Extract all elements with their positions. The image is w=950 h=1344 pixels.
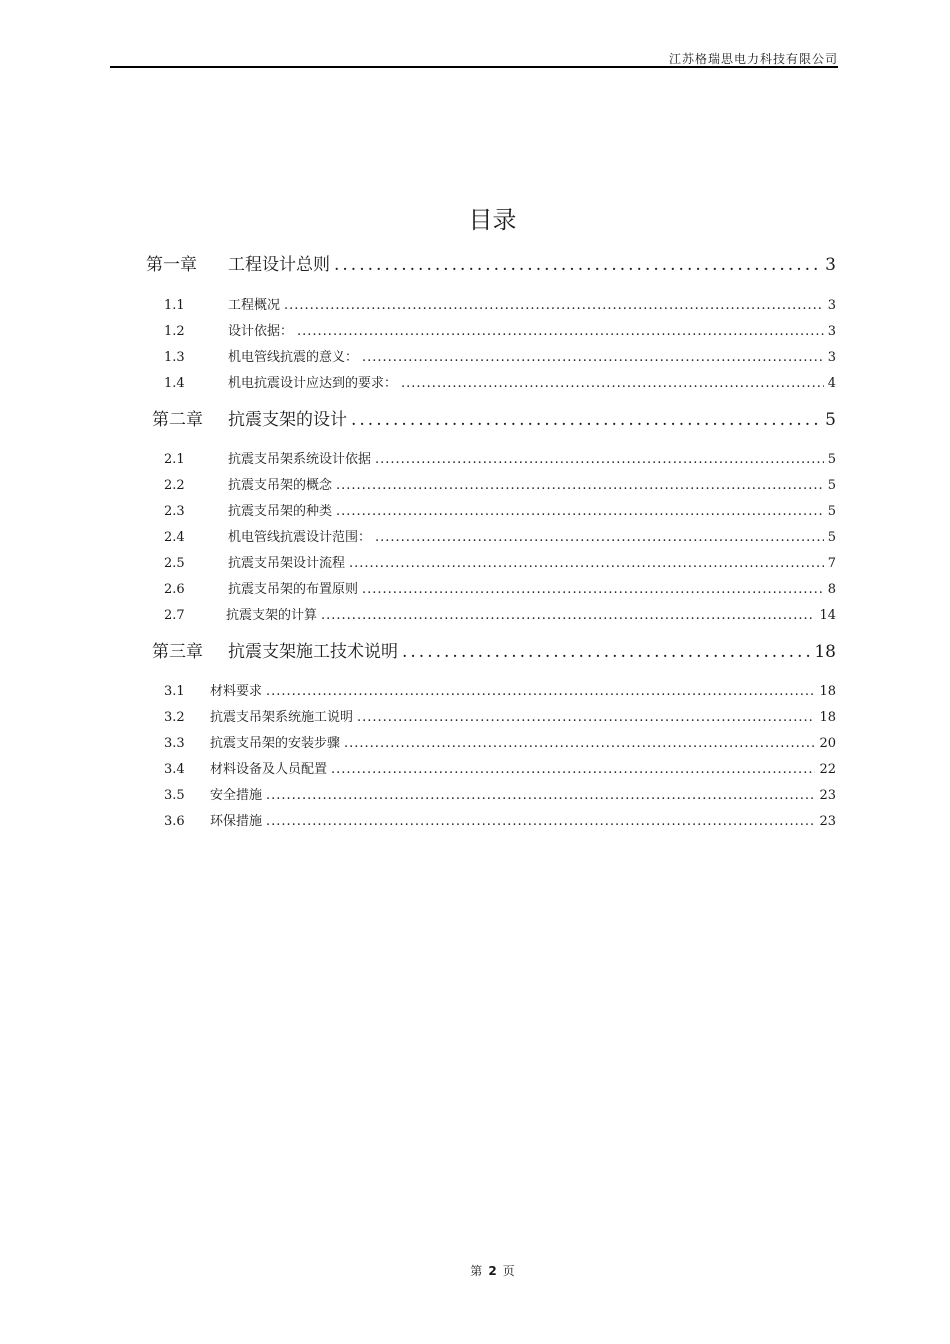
toc-leader bbox=[331, 762, 815, 777]
toc-number: 3.3 bbox=[164, 736, 185, 751]
toc-number: 3.4 bbox=[164, 762, 185, 777]
toc-leader bbox=[321, 608, 815, 623]
toc-leader bbox=[362, 582, 824, 597]
toc-leader bbox=[349, 556, 824, 571]
toc-leader bbox=[362, 350, 824, 365]
toc-number: 2.6 bbox=[164, 582, 185, 597]
toc-number: 2.1 bbox=[164, 452, 185, 467]
toc-label: 设计依据： bbox=[228, 324, 294, 339]
toc-label: 抗震支架的设计 bbox=[228, 410, 347, 430]
toc-label: 抗震支吊架系统设计依据 bbox=[228, 452, 372, 467]
toc-section-2-4[interactable] bbox=[164, 526, 836, 545]
toc-page: 14 bbox=[819, 608, 836, 623]
toc-number: 2.7 bbox=[164, 608, 185, 623]
toc-number: 3.2 bbox=[164, 710, 185, 725]
toc-leader bbox=[351, 410, 821, 430]
toc-section-2-1[interactable] bbox=[164, 448, 836, 467]
toc-label: 抗震支吊架的种类 bbox=[228, 504, 333, 519]
toc-section-2-3[interactable] bbox=[164, 500, 836, 519]
toc-number: 1.4 bbox=[164, 376, 185, 391]
toc-chapter-3[interactable] bbox=[152, 637, 836, 662]
toc-section-3-1[interactable] bbox=[164, 680, 836, 699]
toc-page: 18 bbox=[819, 710, 836, 725]
toc-leader bbox=[402, 642, 810, 662]
toc-section-1-3[interactable] bbox=[164, 346, 836, 365]
toc-page: 18 bbox=[819, 684, 836, 699]
toc-leader bbox=[297, 324, 824, 339]
toc-label: 抗震支吊架系统施工说明 bbox=[210, 710, 354, 725]
toc-label: 抗震支吊架设计流程 bbox=[228, 556, 346, 571]
toc-section-2-5[interactable] bbox=[164, 552, 836, 571]
toc-page: 3 bbox=[827, 350, 836, 365]
page-footer bbox=[0, 1262, 950, 1279]
toc-section-3-2[interactable] bbox=[164, 706, 836, 725]
toc-label: 抗震支吊架的安装步骤 bbox=[210, 736, 341, 751]
toc-page: 5 bbox=[827, 530, 836, 545]
toc-chapter-2[interactable] bbox=[152, 405, 836, 430]
toc-chapter-1[interactable] bbox=[146, 250, 836, 275]
toc-label: 机电管线抗震的意义： bbox=[228, 350, 359, 365]
header-rule bbox=[110, 66, 838, 68]
toc-leader bbox=[266, 788, 815, 803]
toc-number: 第三章 bbox=[152, 642, 203, 662]
toc-section-1-1[interactable] bbox=[164, 294, 836, 313]
toc-section-1-2[interactable] bbox=[164, 320, 836, 339]
toc-page: 3 bbox=[827, 298, 836, 313]
toc-label: 抗震支架施工技术说明 bbox=[228, 642, 398, 662]
toc-page: 5 bbox=[827, 478, 836, 493]
toc-leader bbox=[401, 376, 824, 391]
toc-page: 4 bbox=[827, 376, 836, 391]
toc-leader bbox=[266, 814, 815, 829]
toc-leader bbox=[336, 504, 824, 519]
toc-title: 目录 bbox=[468, 206, 517, 234]
toc-page: 5 bbox=[827, 504, 836, 519]
footer-suffix: 页 bbox=[502, 1264, 515, 1278]
toc-label: 材料要求 bbox=[210, 684, 263, 699]
toc-number: 3.1 bbox=[164, 684, 185, 699]
toc-section-2-7[interactable] bbox=[164, 604, 836, 623]
toc-section-1-4[interactable] bbox=[164, 372, 836, 391]
toc-page: 22 bbox=[819, 762, 836, 777]
toc-page: 18 bbox=[814, 642, 836, 662]
toc-section-3-5[interactable] bbox=[164, 784, 836, 803]
toc-number: 1.2 bbox=[164, 324, 185, 339]
toc-section-2-6[interactable] bbox=[164, 578, 836, 597]
toc-label: 工程概况 bbox=[228, 298, 281, 313]
toc-section-3-4[interactable] bbox=[164, 758, 836, 777]
toc-page: 7 bbox=[827, 556, 836, 571]
toc-label: 抗震支吊架的布置原则 bbox=[228, 582, 359, 597]
toc-number: 3.5 bbox=[164, 788, 185, 803]
toc-leader bbox=[334, 255, 821, 275]
toc-leader bbox=[375, 452, 824, 467]
toc-label: 抗震支架的计算 bbox=[226, 608, 318, 623]
toc-page: 3 bbox=[825, 255, 836, 275]
toc-leader bbox=[344, 736, 815, 751]
toc-page: 5 bbox=[825, 410, 836, 430]
toc-leader bbox=[336, 478, 824, 493]
toc-section-2-2[interactable] bbox=[164, 474, 836, 493]
toc-number: 2.4 bbox=[164, 530, 185, 545]
toc-leader bbox=[284, 298, 824, 313]
toc-number: 第一章 bbox=[146, 255, 197, 275]
toc-page: 5 bbox=[827, 452, 836, 467]
toc-leader bbox=[266, 684, 815, 699]
toc-page: 3 bbox=[827, 324, 836, 339]
toc-label: 抗震支吊架的概念 bbox=[228, 478, 333, 493]
footer-prefix: 第 bbox=[470, 1264, 483, 1278]
footer-page-number: 2 bbox=[488, 1264, 497, 1278]
toc-label: 工程设计总则 bbox=[228, 255, 330, 275]
toc-number: 2.3 bbox=[164, 504, 185, 519]
toc-section-3-3[interactable] bbox=[164, 732, 836, 751]
toc-number: 3.6 bbox=[164, 814, 185, 829]
toc-number: 第二章 bbox=[152, 410, 203, 430]
toc-number: 2.5 bbox=[164, 556, 185, 571]
toc-number: 1.1 bbox=[164, 298, 185, 313]
toc-label: 安全措施 bbox=[210, 788, 263, 803]
toc-label: 材料设备及人员配置 bbox=[210, 762, 328, 777]
toc-page: 23 bbox=[819, 814, 836, 829]
toc-number: 2.2 bbox=[164, 478, 185, 493]
toc-label: 环保措施 bbox=[210, 814, 263, 829]
toc-section-3-6[interactable] bbox=[164, 810, 836, 829]
header-company: 江苏格瑞思电力科技有限公司 bbox=[668, 52, 838, 66]
toc-label: 机电抗震设计应达到的要求： bbox=[228, 376, 398, 391]
toc-page: 23 bbox=[819, 788, 836, 803]
toc-label: 机电管线抗震设计范围： bbox=[228, 530, 372, 545]
toc-leader bbox=[375, 530, 824, 545]
toc-leader bbox=[357, 710, 815, 725]
toc-page: 20 bbox=[819, 736, 836, 751]
toc-number: 1.3 bbox=[164, 350, 185, 365]
toc-page: 8 bbox=[827, 582, 836, 597]
